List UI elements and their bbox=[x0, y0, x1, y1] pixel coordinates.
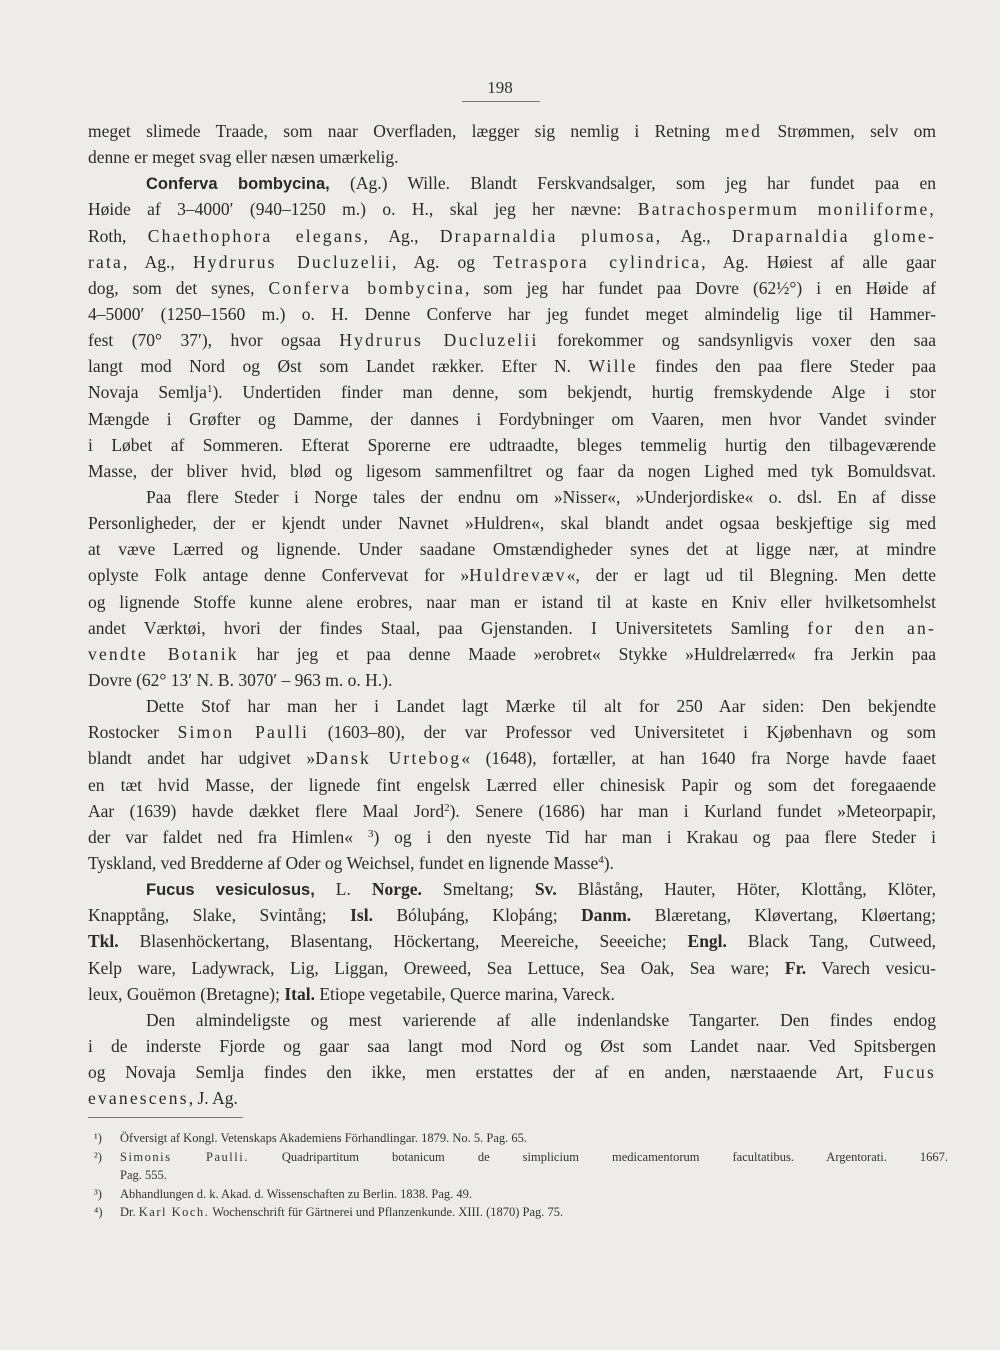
footnote-ref: 4 bbox=[598, 853, 604, 866]
text-line: i Løbet af Sommeren. Efterat Sporerne ere udtraadte, bleges temmelig hurtig den tilbageværende bbox=[88, 434, 936, 455]
footnote-ref: 1 bbox=[206, 383, 213, 396]
footnote-mark: ²) bbox=[94, 1149, 102, 1164]
text-line: Den almindeligste og mest varierende af alle indenlandske Tangarter. Den findes endog bbox=[146, 1009, 936, 1030]
species-name: Conferva bombycina, bbox=[146, 175, 330, 194]
text-line: Rostocker Simon Paulli (1603–80), der var Professor ved Universitetet i Kjøbenhavn og som bbox=[88, 722, 936, 743]
footnote-continuation bbox=[88, 1166, 948, 1185]
text-line: andet Værktøi, hvori der findes Staal, paa Gjenstanden. I Universitetets Samling for den an- bbox=[88, 617, 936, 638]
text-line: Kelp ware, Ladywrack, Lig, Liggan, Oreweed, Sea Lettuce, Sea Oak, Sea ware; Fr. Varech vesicu- bbox=[88, 957, 936, 978]
text-line: vendte Botanik har jeg et paa denne Maade »erobret« Stykke »Huldrelærred« fra Jerkin paa bbox=[88, 643, 936, 664]
text-line: evanescens, J. Ag. bbox=[88, 1088, 238, 1109]
text-line: der var faldet ned fra Himlen« $^3$) og i den nyeste Tid har man i Krakau og paa flere Steder i bbox=[88, 826, 936, 847]
text-line: dog, som det synes, Conferva bombycina, som jeg har fundet paa Dovre (62½°) i en Høide af bbox=[88, 277, 936, 298]
footnote bbox=[88, 1129, 948, 1148]
footnote-mark: ⁴) bbox=[94, 1205, 103, 1219]
text-line: denne er meget svag eller næsen umærkelig. bbox=[88, 147, 399, 168]
text-line: langt mod Nord og Øst som Landet rækker. Efter N. Wille findes den paa flere Steder paa bbox=[88, 356, 936, 377]
footnotes bbox=[88, 1129, 948, 1222]
species-entry-fucus: Fucus vesiculosus, L. Norge. Smeltang; Sv. Blåstång, Hauter, Höter, Klottång, Klöter, bbox=[146, 879, 936, 900]
text-line: blandt andet har udgivet »Dansk Urtebog« (1648), fortæller, at han 1640 fra Norge havde faaet bbox=[88, 748, 936, 769]
footnote-text: Pag. 555. bbox=[120, 1168, 167, 1182]
footnote-text: Abhandlungen d. k. Akad. d. Wissenschaften zu Berlin. 1838. Pag. 49. bbox=[120, 1186, 472, 1201]
footnote-rule bbox=[88, 1117, 243, 1118]
footnote-ref: 2 bbox=[444, 801, 450, 814]
text-line: Novaja Semlja$^1$). Undertiden finder man denne, som bekjendt, hurtig fremskydende Alge i stor bbox=[88, 382, 936, 403]
text-line: Aar (1639) havde dækket flere Maal Jord$^2$). Senere (1686) har man i Kurland fundet »Meteorpapir, bbox=[88, 800, 936, 821]
species-name: Fucus vesiculosus, bbox=[146, 881, 315, 900]
footnote-mark: ¹) bbox=[94, 1131, 102, 1145]
text-line: i de inderste Fjorde og gaar saa langt mod Nord og Øst som Landet naar. Ved Spitsbergen bbox=[88, 1035, 936, 1056]
page-number: 198 bbox=[487, 78, 513, 97]
footnote-text: Öfversigt af Kongl. Vetenskaps Akademiens Förhandlingar. 1879. No. 5. Pag. 65. bbox=[120, 1131, 528, 1145]
text-line: Roth, Chaethophora elegans, Ag., Draparnaldia plumosa, Ag., Draparnaldia glome- bbox=[88, 225, 936, 246]
footnote-mark bbox=[88, 1166, 120, 1185]
text-line: 4–5000′ (1250–1560 m.) o. H. Denne Conferve har jeg fundet meget almindelig lige til Hammer- bbox=[88, 303, 936, 324]
page-number-rule bbox=[462, 101, 540, 102]
species-entry-conferva: Conferva bombycina, (Ag.) Wille. Blandt Ferskvandsalger, som jeg har fundet paa en bbox=[146, 173, 936, 194]
text-line: fest (70° 37′), hvor ogsaa Hydrurus Ducluzelii forekommer og sandsynligvis voxer den saa bbox=[88, 330, 936, 351]
footnote bbox=[88, 1185, 948, 1204]
footnote bbox=[88, 1148, 948, 1167]
text-line: en tæt hvid Masse, der lignede fint engelsk Lærred eller chinesisk Papir og som det foregaaende bbox=[88, 774, 936, 795]
text-line: Paa flere Steder i Norge tales der endnu om »Nisser«, »Underjordiske« o. dsl. En af disse bbox=[146, 486, 936, 507]
text-line: Tkl. Blasenhöckertang, Blasentang, Höckertang, Meereiche, Seeeiche; Engl. Black Tang, Cutweed, bbox=[88, 931, 936, 952]
text-line: at væve Lærred og lignende. Under saadane Omstændigheder synes det at ligge nær, at mindre bbox=[88, 539, 936, 560]
text-line: og lignende Stoffe kunne alene erobres, naar man er istand til at kaste en Kniv eller hvilketsomhelst bbox=[88, 591, 936, 612]
text-line: Personligheder, der er kjendt under Navnet »Huldren«, skal blandt andet ogsaa beskjeftige sig med bbox=[88, 513, 936, 534]
body-text bbox=[88, 118, 936, 1111]
text-line: leux, Gouëmon (Bretagne); Ital. Etiope vegetabile, Querce marina, Vareck. bbox=[88, 983, 615, 1004]
text-line: meget slimede Traade, som naar Overfladen, lægger sig nemlig i Retning med Strømmen, selv om bbox=[88, 121, 936, 141]
text-line: Høide af 3–4000′ (940–1250 m.) o. H., skal jeg her nævne: Batrachospermum moniliforme, bbox=[88, 199, 936, 220]
footnote-text: Dr. Karl Koch. Wochenschrift für Gärtnerei und Pflanzenkunde. XIII. (1870) Pag. 75. bbox=[120, 1205, 564, 1219]
footnote bbox=[88, 1203, 948, 1222]
footnote-ref: 3 bbox=[367, 827, 374, 840]
text-line: Tyskland, ved Bredderne af Oder og Weichsel, fundet en lignende Masse$^4$). bbox=[88, 852, 614, 873]
footnote-text: Simonis Paulli. Quadripartitum botanicum de simplicium medicamentorum facultatibus. Argentorati. 1667. bbox=[120, 1149, 948, 1164]
text-line: oplyste Folk antage denne Confervevat for »Huldrevæv«, der er lagt ud til Blegning. Men dette bbox=[88, 565, 936, 586]
text-line: Dovre (62° 13′ N. B. 3070′ – 963 m. o. H.). bbox=[88, 669, 393, 690]
text-line: Mængde i Grøfter og Damme, der dannes i Fordybninger om Vaaren, men hvor Vandet svinder bbox=[88, 408, 936, 429]
text-line: Masse, der bliver hvid, blød og ligesom sammenfiltret og faar da nogen Lighed med tyk Bomuldsvat. bbox=[88, 460, 936, 481]
footnote-mark: ³) bbox=[94, 1186, 102, 1201]
text-line: rata, Ag., Hydrurus Ducluzelii, Ag. og Tetraspora cylindrica, Ag. Høiest af alle gaar bbox=[88, 251, 936, 272]
text-line: Knapptång, Slake, Svintång; Isl. Bóluþáng, Kloþáng; Danm. Blæretang, Kløvertang, Kløertang; bbox=[88, 905, 936, 926]
text-line: og Novaja Semlja findes den ikke, men erstattes der af en anden, nærstaaende Art, Fucus bbox=[88, 1062, 936, 1083]
text-line: Dette Stof har man her i Landet lagt Mærke til alt for 250 Aar siden: Den bekjendte bbox=[146, 696, 936, 717]
